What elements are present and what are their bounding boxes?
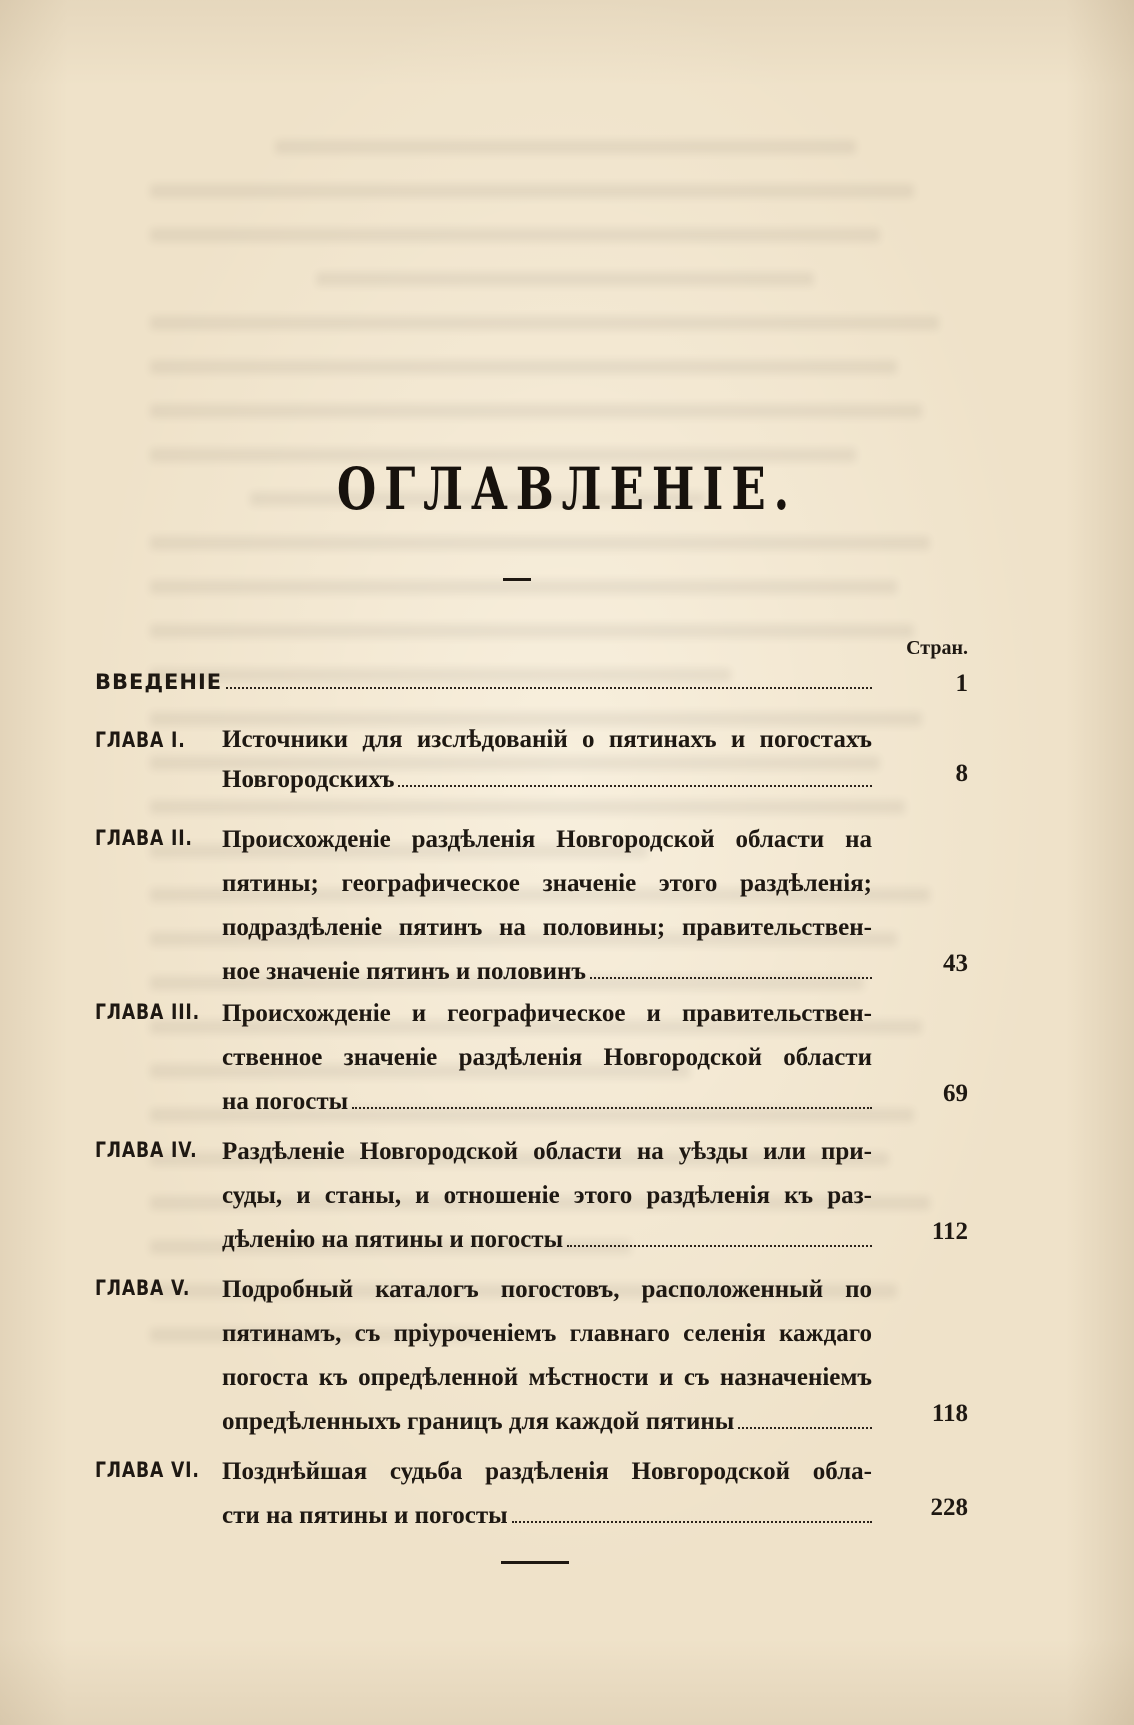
closing-divider (501, 1561, 569, 1564)
chapter-title-line: погоста къ опредѣленной мѣстности и съ назначеніемъ (222, 1364, 872, 1391)
chapter-title-line: Происхожденіе и географическое и правительствен- (222, 1000, 872, 1027)
chapter-title (222, 1130, 872, 1262)
chapter-title-line: Источники для изслѣдованій о пятинахъ и погостахъ (222, 726, 872, 753)
dot-leader (512, 1521, 872, 1523)
toc-entry-introduction[interactable] (95, 670, 968, 710)
chapter-title-line: ственное значеніе раздѣленія Новгородской области (222, 1044, 872, 1071)
introduction-label: ВВЕДЕНІЕ (95, 670, 223, 694)
chapter-title-line: Новгородскихъ (222, 760, 872, 800)
chapter-label: ГЛАВА VI. (95, 1458, 200, 1482)
chapter-label: ГЛАВА V. (95, 1276, 191, 1300)
chapter-title-line: на погосты (222, 1080, 872, 1124)
chapter-title (222, 992, 872, 1124)
chapter-title (222, 1268, 872, 1444)
chapter-label: ГЛАВА IV. (95, 1138, 198, 1162)
dot-leader (226, 687, 872, 689)
dot-leader (738, 1427, 872, 1429)
chapter-title-line: суды, и станы, и отношеніе этого раздѣленія къ раз- (222, 1182, 872, 1209)
chapter-title (222, 818, 872, 994)
page-column-header: Стран. (906, 637, 968, 659)
page-number: 1 (955, 670, 968, 697)
page-number: 228 (930, 1494, 968, 1521)
chapter-title-line: сти на пятины и погосты (222, 1494, 872, 1538)
dot-leader (398, 785, 872, 787)
chapter-title (222, 720, 872, 800)
chapter-label: ГЛАВА I. (95, 728, 186, 752)
page-number: 43 (943, 950, 968, 977)
chapter-title-line: ное значеніе пятинъ и половинъ (222, 950, 872, 994)
chapter-label: ГЛАВА III. (95, 1000, 201, 1024)
chapter-title-line: Раздѣленіе Новгородской области на уѣзды или при- (222, 1138, 872, 1165)
dot-leader (590, 977, 872, 979)
title-divider (503, 578, 531, 581)
introduction-line (95, 670, 872, 695)
chapter-label: ГЛАВА II. (95, 826, 193, 850)
chapter-title-line: Подробный каталогъ погостовъ, расположенный по (222, 1276, 872, 1303)
chapter-title-line: пятинамъ, съ пріуроченіемъ главнаго селенія каждаго (222, 1320, 872, 1347)
chapter-title-line: подраздѣленіе пятинъ на половины; правительствен- (222, 914, 872, 941)
page-title: ОГЛАВЛЕНІЕ. (336, 455, 798, 523)
chapter-title-line: Позднѣйшая судьба раздѣленія Новгородской обла- (222, 1458, 872, 1485)
chapter-title (222, 1450, 872, 1538)
chapter-title-line: дѣленію на пятины и погосты (222, 1218, 872, 1262)
chapter-title-line: опредѣленныхъ границъ для каждой пятины (222, 1400, 872, 1444)
chapter-title-line: пятины; географическое значеніе этого раздѣленія; (222, 870, 872, 897)
page-number: 69 (943, 1080, 968, 1107)
page-number: 118 (931, 1400, 968, 1427)
chapter-title-line: Происхожденіе раздѣленія Новгородской области на (222, 826, 872, 853)
page-number: 8 (955, 760, 968, 787)
dot-leader (352, 1107, 872, 1109)
dot-leader (567, 1245, 872, 1247)
page-number: 112 (931, 1218, 968, 1245)
